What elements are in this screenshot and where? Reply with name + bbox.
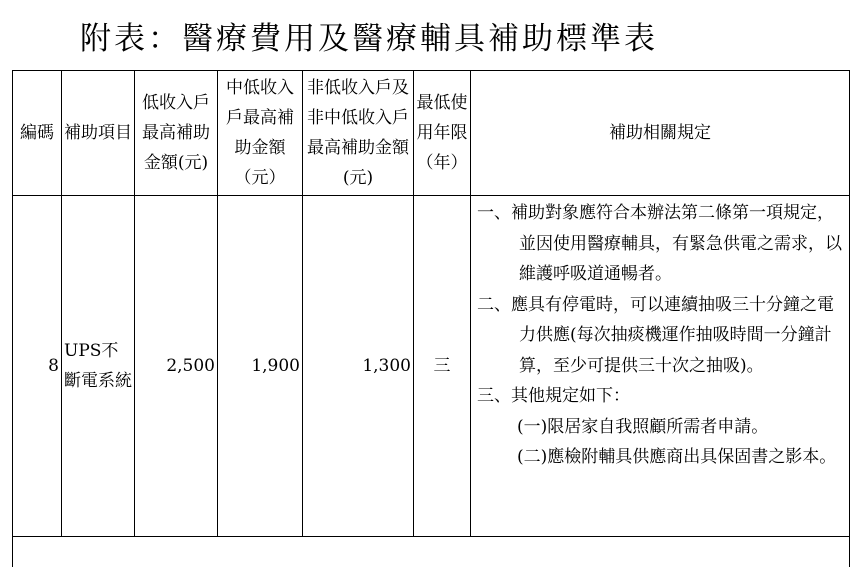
header-non-low-income: 非低收入戶及非中低收入戶最高補助金額(元) [303, 71, 414, 196]
subsidy-table [12, 70, 850, 567]
sub-rule-2: (二)應檢附輔具供應商出具保固書之影本。 [477, 442, 845, 473]
cell-code: 8 [13, 196, 62, 537]
cell-rules [471, 196, 850, 537]
cell-item: UPS不斷電系統 [62, 196, 135, 537]
header-mid-low-income: 中低收入戶最高補助金額（元） [218, 71, 303, 196]
header-rules: 補助相關規定 [471, 71, 850, 196]
rule-2: 二、應具有停電時，可以連續抽吸三十分鐘之電力供應(每次抽痰機運作抽吸時間一分鐘計算，至少可提供三十次之抽吸)。 [477, 290, 845, 382]
header-min-years: 最低使用年限（年） [414, 71, 471, 196]
cell-low-income: 2,500 [135, 196, 218, 537]
rule-3: 三、其他規定如下： [477, 381, 845, 412]
page-title: 附表：醫療費用及醫療輔具補助標準表 [80, 18, 658, 60]
cell-non-low-income: 1,300 [303, 196, 414, 537]
next-row-cell [13, 537, 850, 567]
header-low-income: 低收入戶最高補助金額(元) [135, 71, 218, 196]
sub-rule-1: (一)限居家自我照顧所需者申請。 [477, 412, 845, 443]
header-code: 編碼 [13, 71, 62, 196]
next-row-edge [13, 537, 850, 567]
header-row [13, 71, 850, 196]
table-row [13, 196, 850, 537]
header-item: 補助項目 [62, 71, 135, 196]
rule-1: 一、補助對象應符合本辦法第二條第一項規定，並因使用醫療輔具，有緊急供電之需求，以維護呼吸道通暢者。 [477, 198, 845, 290]
cell-min-years: 三 [414, 196, 471, 537]
cell-mid-low-income: 1,900 [218, 196, 303, 537]
